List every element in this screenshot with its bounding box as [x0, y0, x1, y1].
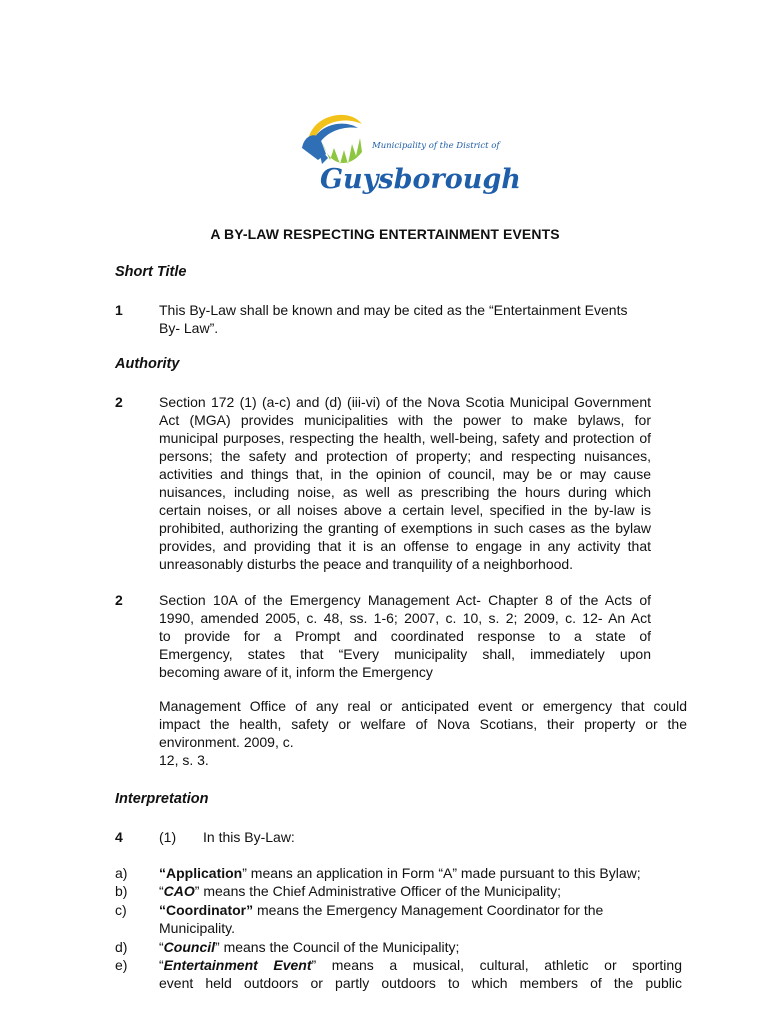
section-number-4: 4 [115, 829, 123, 845]
section-number-2a: 2 [115, 394, 123, 410]
heading-short-title: Short Title [115, 264, 187, 280]
subsection-intro: In this By-Law: [203, 829, 295, 845]
svg-text:Guysborough: Guysborough [320, 164, 521, 195]
section-2b-text: Section 10A of the Emergency Management Act- Chapter 8 of the Acts of 1990, amended 2005, c. 48, ss. 1-6; 2007, c. 10, s. 2; 2009, c. 12- An Act to provide for a Prompt and coordinated response to a state of Emergency, states that “Every municipality shall, immediately upon becoming aware of it, inform the Emergency [159, 592, 651, 680]
definition-letters: a) b) c) d) e) [115, 865, 128, 974]
section-2b-text-continued: Management Office of any real or anticipated event or emergency that could impact the health, safety or welfare of Nova Scotians, their property or the environment. 2009, c. 12, s. 3. [159, 698, 687, 768]
logo-emblem-icon [300, 108, 521, 200]
heading-interpretation: Interpretation [115, 791, 209, 807]
definition-coordinator: “Coordinator” means the Emergency Management Coordinator for the [159, 901, 604, 918]
section-2a-text: Section 172 (1) (a-c) and (d) (iii-vi) of the Nova Scotia Municipal Government Act (MGA) provides municipalities with the power to make bylaws, for municipal purposes, respecting the health, well-being, safety and protection of persons; the safety and protection of property; and respecting nuisances, activities and things that, in the opinion of council, may be or may cause nuisances, including noise, as well as prescribing the hours during which certain noises, or all noises above a certain level, specified in the by-law is prohibited, authorizing the granting of exemptions in such cases as the bylaw provides, and providing that it is an offense to engage in any activity that unreasonably disturbs the peace and tranquility of a neighborhood. [159, 394, 651, 572]
definition-entertainment-event: “Entertainment Event” means a musical, cultural, athletic or sporting [159, 957, 682, 974]
definition-council: “Council” means the Council of the Municipality; [159, 938, 460, 955]
definition-cao: “CAO” means the Chief Administrative Officer of the Municipality; [159, 883, 562, 900]
section-number-1: 1 [115, 302, 123, 318]
definition-application: “Application” means an application in Form “A” made pursuant to this Bylaw; [159, 865, 641, 881]
definitions-list: “Application” means an application in Form “A” made pursuant to this Bylaw; “CAO” means the Chief Administrative Officer of the Municipality; “Coordinator” means the Emergency Management Coordinator for the Municipality. “Council” means the Council of the Municipality; “Entertainment Event” means a musical, cultural, athletic or sporting event held outdoors or partly outdoors to which members of the public [159, 865, 682, 992]
heading-authority: Authority [115, 356, 180, 372]
subsection-number: (1) [159, 829, 177, 845]
section-1-text: This By-Law shall be known and may be cited as the “Entertainment Events By- Law”. [159, 302, 628, 336]
municipality-logo [300, 108, 521, 200]
section-number-2b: 2 [115, 592, 123, 608]
document-title: A BY-LAW RESPECTING ENTERTAINMENT EVENTS [210, 226, 560, 242]
svg-text:Municipality of the District o: Municipality of the District of [372, 141, 500, 151]
